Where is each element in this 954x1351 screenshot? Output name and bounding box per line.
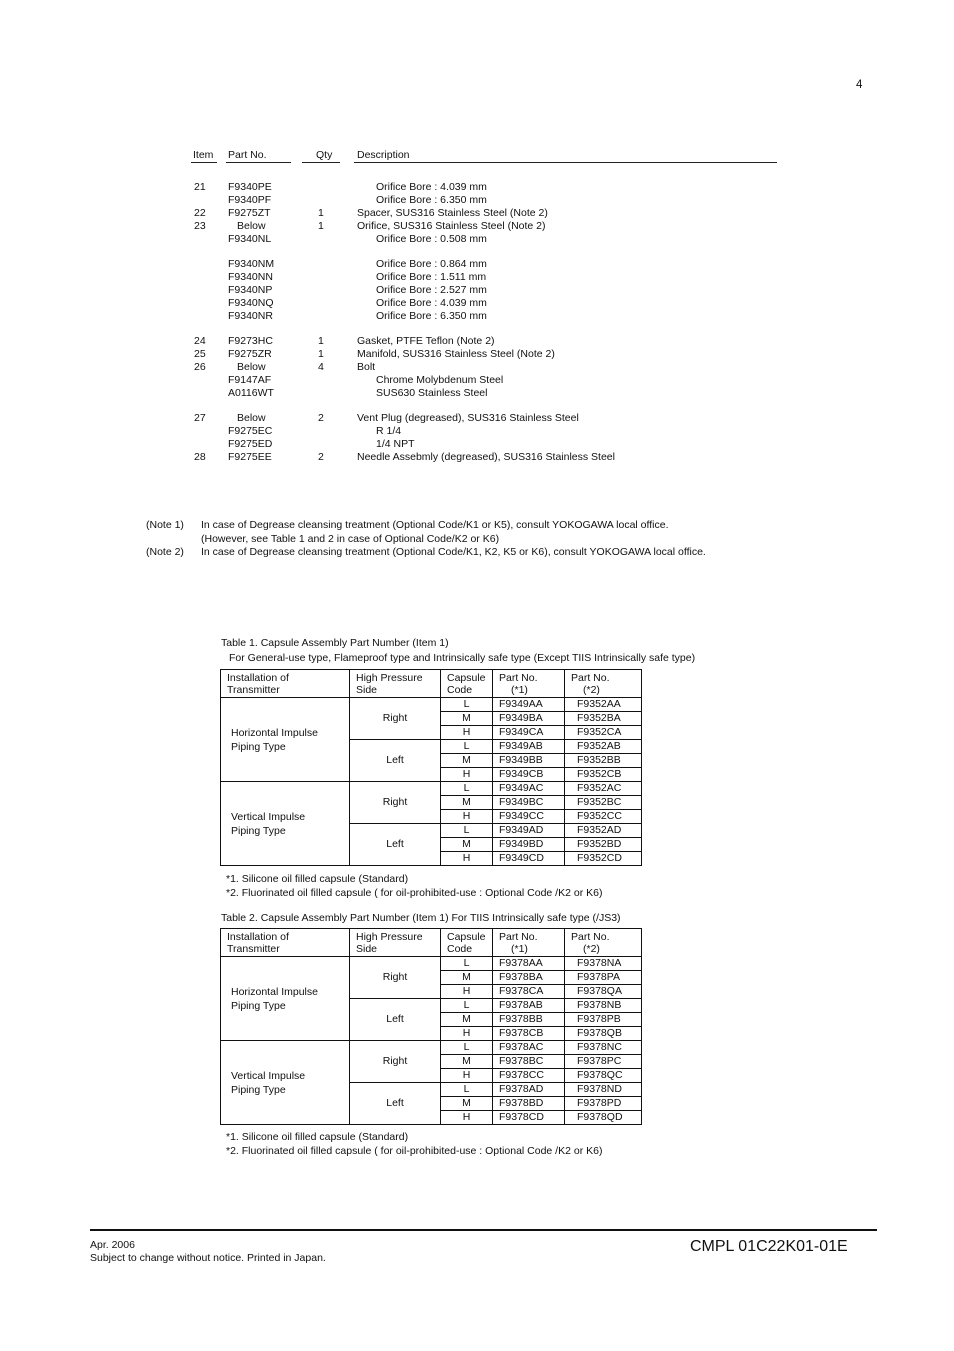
part-number-2-cell: F9352AD — [565, 824, 642, 838]
note-text: (However, see Table 1 and 2 in case of Optional Code/K2 or K6) — [201, 532, 500, 545]
part-number-1-cell: F9349BC — [493, 796, 565, 810]
installation-type-cell — [221, 782, 350, 866]
part-number-1-cell: F9349BB — [493, 754, 565, 768]
table2-footnote-2: *2. Fluorinated oil filled capsule ( for oil-prohibited-use : Optional Code /K2 or K6) — [226, 1145, 603, 1157]
capsule-code-cell: M — [441, 754, 493, 768]
part-number-2-cell: F9352AB — [565, 740, 642, 754]
installation-type-line: Horizontal Impulse — [231, 726, 318, 739]
part-number-2-cell: F9378NC — [565, 1041, 642, 1055]
part-number-1-cell: F9349BD — [493, 838, 565, 852]
header-high-pressure-side — [350, 670, 441, 698]
part-number-1-cell: F9349AD — [493, 824, 565, 838]
high-pressure-side-cell: Left — [350, 824, 441, 866]
part-description: Orifice Bore : 4.039 mm — [376, 181, 487, 193]
part-number-1-cell: F9349AC — [493, 782, 565, 796]
header-installation-line: Installation of — [227, 930, 289, 943]
part-description: Orifice Bore : 4.039 mm — [376, 297, 487, 309]
part-description: Orifice Bore : 6.350 mm — [376, 310, 487, 322]
table-row — [221, 957, 642, 971]
part-number: F9275ZR — [228, 348, 272, 360]
part-item-number: 26 — [194, 361, 206, 373]
part-description: Orifice Bore : 2.527 mm — [376, 284, 487, 296]
header-capsule-code — [441, 670, 493, 698]
header-installation-line: Transmitter — [227, 942, 280, 955]
part-number: F9340NL — [228, 233, 272, 245]
part-description: SUS630 Stainless Steel — [376, 387, 488, 399]
part-number-1-cell: F9378BD — [493, 1097, 565, 1111]
header-part-no-2 — [565, 670, 642, 698]
table2-footnote-1: *1. Silicone oil filled capsule (Standard) — [226, 1131, 409, 1143]
part-number: F9275EC — [228, 425, 273, 437]
part-number-2-cell: F9378NB — [565, 999, 642, 1013]
note-label: (Note 1) — [146, 519, 184, 531]
installation-type-line: Vertical Impulse — [231, 810, 306, 823]
footer-rule — [90, 1229, 877, 1231]
part-description: Orifice, SUS316 Stainless Steel (Note 2) — [357, 220, 546, 232]
header-installation — [221, 670, 350, 698]
part-number: F9273HC — [228, 335, 273, 347]
installation-type-cell — [221, 698, 350, 782]
capsule-code-cell: L — [441, 740, 493, 754]
header-part-no-2-line: Part No. — [571, 930, 610, 943]
part-item-number: 27 — [194, 412, 206, 424]
table2-caption: Table 2. Capsule Assembly Part Number (Item 1) For TIIS Intrinsically safe type (/JS3) — [221, 912, 621, 924]
part-description: Spacer, SUS316 Stainless Steel (Note 2) — [357, 207, 548, 219]
header-underline — [354, 162, 777, 163]
installation-type-line: Piping Type — [231, 824, 286, 837]
col-header-item: Item — [193, 149, 214, 161]
capsule-code-cell: L — [441, 782, 493, 796]
part-number: Below — [237, 220, 266, 232]
capsule-code-cell: H — [441, 852, 493, 866]
capsule-code-cell: L — [441, 824, 493, 838]
part-description: Gasket, PTFE Teflon (Note 2) — [357, 335, 495, 347]
header-underline — [302, 162, 340, 163]
installation-type-line: Vertical Impulse — [231, 1069, 306, 1082]
header-installation — [221, 929, 350, 957]
part-number-2-cell: F9352AC — [565, 782, 642, 796]
part-number-1-cell: F9378AD — [493, 1083, 565, 1097]
capsule-code-cell: H — [441, 985, 493, 999]
part-number: F9340NP — [228, 284, 273, 296]
capsule-code-cell: M — [441, 712, 493, 726]
part-number-2-cell: F9378QB — [565, 1027, 642, 1041]
part-number: F9340PF — [228, 194, 272, 206]
part-quantity: 1 — [318, 348, 324, 360]
part-number-1-cell: F9378BC — [493, 1055, 565, 1069]
header-high-pressure-side-line: High Pressure — [356, 930, 423, 943]
part-number-2-cell: F9352CB — [565, 768, 642, 782]
table-row — [221, 698, 642, 712]
part-quantity: 4 — [318, 361, 324, 373]
capsule-code-cell: H — [441, 810, 493, 824]
capsule-code-cell: M — [441, 1055, 493, 1069]
part-number-1-cell: F9378BB — [493, 1013, 565, 1027]
header-installation-line: Transmitter — [227, 683, 280, 696]
capsule-table-2 — [220, 928, 642, 1125]
part-number-1-cell: F9378AC — [493, 1041, 565, 1055]
header-high-pressure-side-line: Side — [356, 942, 378, 955]
header-part-no-2 — [565, 929, 642, 957]
col-header-part-no: Part No. — [228, 149, 267, 161]
header-part-no-1 — [493, 929, 565, 957]
part-number: F9340NN — [228, 271, 273, 283]
header-capsule-code-line: Code — [447, 942, 473, 955]
header-part-no-1-line: Part No. — [499, 671, 538, 684]
part-number-2-cell: F9378NA — [565, 957, 642, 971]
installation-type-line: Piping Type — [231, 740, 286, 753]
footer-notice: Subject to change without notice. Printed in Japan. — [90, 1252, 326, 1264]
part-description: Orifice Bore : 0.864 mm — [376, 258, 487, 270]
part-number: F9340NR — [228, 310, 273, 322]
part-number-2-cell: F9378ND — [565, 1083, 642, 1097]
capsule-code-cell: M — [441, 796, 493, 810]
header-capsule-code-line: Capsule — [447, 671, 486, 684]
part-description: Manifold, SUS316 Stainless Steel (Note 2) — [357, 348, 555, 360]
footer-left — [90, 1239, 326, 1265]
part-number-2-cell: F9378QC — [565, 1069, 642, 1083]
part-number: F9340NQ — [228, 297, 274, 309]
table1-caption: Table 1. Capsule Assembly Part Number (Item 1) — [221, 637, 449, 649]
part-item-number: 22 — [194, 207, 206, 219]
document-code: CMPL 01C22K01-01E — [690, 1238, 848, 1255]
part-number-1-cell: F9349AB — [493, 740, 565, 754]
high-pressure-side-cell: Right — [350, 1041, 441, 1083]
part-number-1-cell: F9349CC — [493, 810, 565, 824]
table-row — [221, 1041, 642, 1055]
header-underline — [191, 162, 217, 163]
part-description: Needle Assebmly (degreased), SUS316 Stainless Steel — [357, 451, 615, 463]
part-number-1-cell: F9349CB — [493, 768, 565, 782]
part-description: Vent Plug (degreased), SUS316 Stainless Steel — [357, 412, 579, 424]
part-description: Orifice Bore : 6.350 mm — [376, 194, 487, 206]
high-pressure-side-cell: Left — [350, 1083, 441, 1125]
capsule-code-cell: H — [441, 1027, 493, 1041]
header-part-no-1 — [493, 670, 565, 698]
header-part-no-2-line: (*2) — [583, 942, 600, 955]
part-description: Bolt — [357, 361, 376, 373]
table-header-row — [221, 929, 642, 957]
installation-type-cell — [221, 957, 350, 1041]
part-quantity: 1 — [318, 335, 324, 347]
table1-footnote-1: *1. Silicone oil filled capsule (Standard) — [226, 873, 409, 885]
part-number: F9275ZT — [228, 207, 271, 219]
part-number: F9275EE — [228, 451, 272, 463]
header-high-pressure-side-line: Side — [356, 683, 378, 696]
header-part-no-2-line: (*2) — [583, 683, 600, 696]
capsule-code-cell: H — [441, 1111, 493, 1125]
part-number-2-cell: F9378QA — [565, 985, 642, 999]
header-capsule-code — [441, 929, 493, 957]
part-number: Below — [237, 361, 266, 373]
table-row — [221, 782, 642, 796]
part-number: Below — [237, 412, 266, 424]
header-high-pressure-side — [350, 929, 441, 957]
part-number-2-cell: F9352CD — [565, 852, 642, 866]
capsule-code-cell: H — [441, 726, 493, 740]
part-number-1-cell: F9349BA — [493, 712, 565, 726]
part-number-2-cell: F9378QD — [565, 1111, 642, 1125]
table1-footnote-2: *2. Fluorinated oil filled capsule ( for oil-prohibited-use : Optional Code /K2 or K6) — [226, 887, 603, 899]
capsule-code-cell: M — [441, 1013, 493, 1027]
part-number-1-cell: F9378CA — [493, 985, 565, 999]
footer-date: Apr. 2006 — [90, 1239, 135, 1251]
part-quantity: 1 — [318, 207, 324, 219]
table-header-row — [221, 670, 642, 698]
part-quantity: 2 — [318, 451, 324, 463]
capsule-code-cell: H — [441, 768, 493, 782]
part-number-2-cell: F9352CA — [565, 726, 642, 740]
part-number-2-cell: F9352BC — [565, 796, 642, 810]
part-number-1-cell: F9349CD — [493, 852, 565, 866]
part-quantity: 1 — [318, 220, 324, 232]
part-number-2-cell: F9352CC — [565, 810, 642, 824]
part-number-2-cell: F9352BB — [565, 754, 642, 768]
note-text: In case of Degrease cleansing treatment (Optional Code/K1, K2, K5 or K6), consult YOKOGAWA local office. — [201, 546, 706, 558]
part-number-1-cell: F9378CD — [493, 1111, 565, 1125]
capsule-code-cell: L — [441, 1083, 493, 1097]
high-pressure-side-cell: Right — [350, 782, 441, 824]
installation-type-cell — [221, 1041, 350, 1125]
high-pressure-side-cell: Left — [350, 740, 441, 782]
part-number: F9340PE — [228, 181, 272, 193]
header-underline — [226, 162, 291, 163]
part-number-1-cell: F9378AA — [493, 957, 565, 971]
capsule-code-cell: L — [441, 999, 493, 1013]
part-number-2-cell: F9378PB — [565, 1013, 642, 1027]
capsule-code-cell: M — [441, 971, 493, 985]
part-item-number: 28 — [194, 451, 206, 463]
part-number: A0116WT — [228, 387, 274, 399]
note-text: In case of Degrease cleansing treatment (Optional Code/K1 or K5), consult YOKOGAWA local office. — [201, 519, 669, 531]
installation-type-line: Piping Type — [231, 1083, 286, 1096]
page-number: 4 — [856, 79, 863, 91]
high-pressure-side-cell: Left — [350, 999, 441, 1041]
part-description: Orifice Bore : 0.508 mm — [376, 233, 487, 245]
part-description: 1/4 NPT — [376, 438, 415, 450]
header-part-no-1-line: (*1) — [511, 683, 528, 696]
part-description: Chrome Molybdenum Steel — [376, 374, 504, 386]
header-installation-line: Installation of — [227, 671, 289, 684]
part-number-2-cell: F9352AA — [565, 698, 642, 712]
part-number-2-cell: F9378PC — [565, 1055, 642, 1069]
capsule-code-cell: L — [441, 698, 493, 712]
capsule-code-cell: L — [441, 957, 493, 971]
capsule-code-cell: M — [441, 838, 493, 852]
part-number-1-cell: F9378AB — [493, 999, 565, 1013]
part-number-1-cell: F9349AA — [493, 698, 565, 712]
part-number-2-cell: F9378PD — [565, 1097, 642, 1111]
part-description: R 1/4 — [376, 425, 402, 437]
header-high-pressure-side-line: High Pressure — [356, 671, 423, 684]
header-part-no-1-line: (*1) — [511, 942, 528, 955]
capsule-code-cell: M — [441, 1097, 493, 1111]
high-pressure-side-cell: Right — [350, 698, 441, 740]
part-number-2-cell: F9352BD — [565, 838, 642, 852]
part-description: Orifice Bore : 1.511 mm — [376, 271, 487, 283]
part-number-1-cell: F9378CB — [493, 1027, 565, 1041]
part-number-1-cell: F9349CA — [493, 726, 565, 740]
part-item-number: 23 — [194, 220, 206, 232]
part-item-number: 21 — [194, 181, 206, 193]
capsule-code-cell: L — [441, 1041, 493, 1055]
installation-type-line: Piping Type — [231, 999, 286, 1012]
header-capsule-code-line: Capsule — [447, 930, 486, 943]
high-pressure-side-cell: Right — [350, 957, 441, 999]
part-number-2-cell: F9378PA — [565, 971, 642, 985]
part-number-1-cell: F9378CC — [493, 1069, 565, 1083]
part-number-1-cell: F9378BA — [493, 971, 565, 985]
part-quantity: 2 — [318, 412, 324, 424]
part-number: F9147AF — [228, 374, 272, 386]
header-capsule-code-line: Code — [447, 683, 473, 696]
part-number: F9275ED — [228, 438, 273, 450]
col-header-qty: Qty — [316, 149, 333, 161]
header-part-no-2-line: Part No. — [571, 671, 610, 684]
table1-subcaption: For General-use type, Flameproof type and Intrinsically safe type (Except TIIS Intrinsically safe type) — [229, 652, 696, 664]
header-part-no-1-line: Part No. — [499, 930, 538, 943]
installation-type-line: Horizontal Impulse — [231, 985, 318, 998]
part-item-number: 25 — [194, 348, 206, 360]
note-label: (Note 2) — [146, 546, 184, 558]
part-number: F9340NM — [228, 258, 275, 270]
part-number-2-cell: F9352BA — [565, 712, 642, 726]
col-header-description: Description — [357, 149, 410, 161]
part-item-number: 24 — [194, 335, 206, 347]
capsule-code-cell: H — [441, 1069, 493, 1083]
capsule-table-1 — [220, 669, 642, 866]
